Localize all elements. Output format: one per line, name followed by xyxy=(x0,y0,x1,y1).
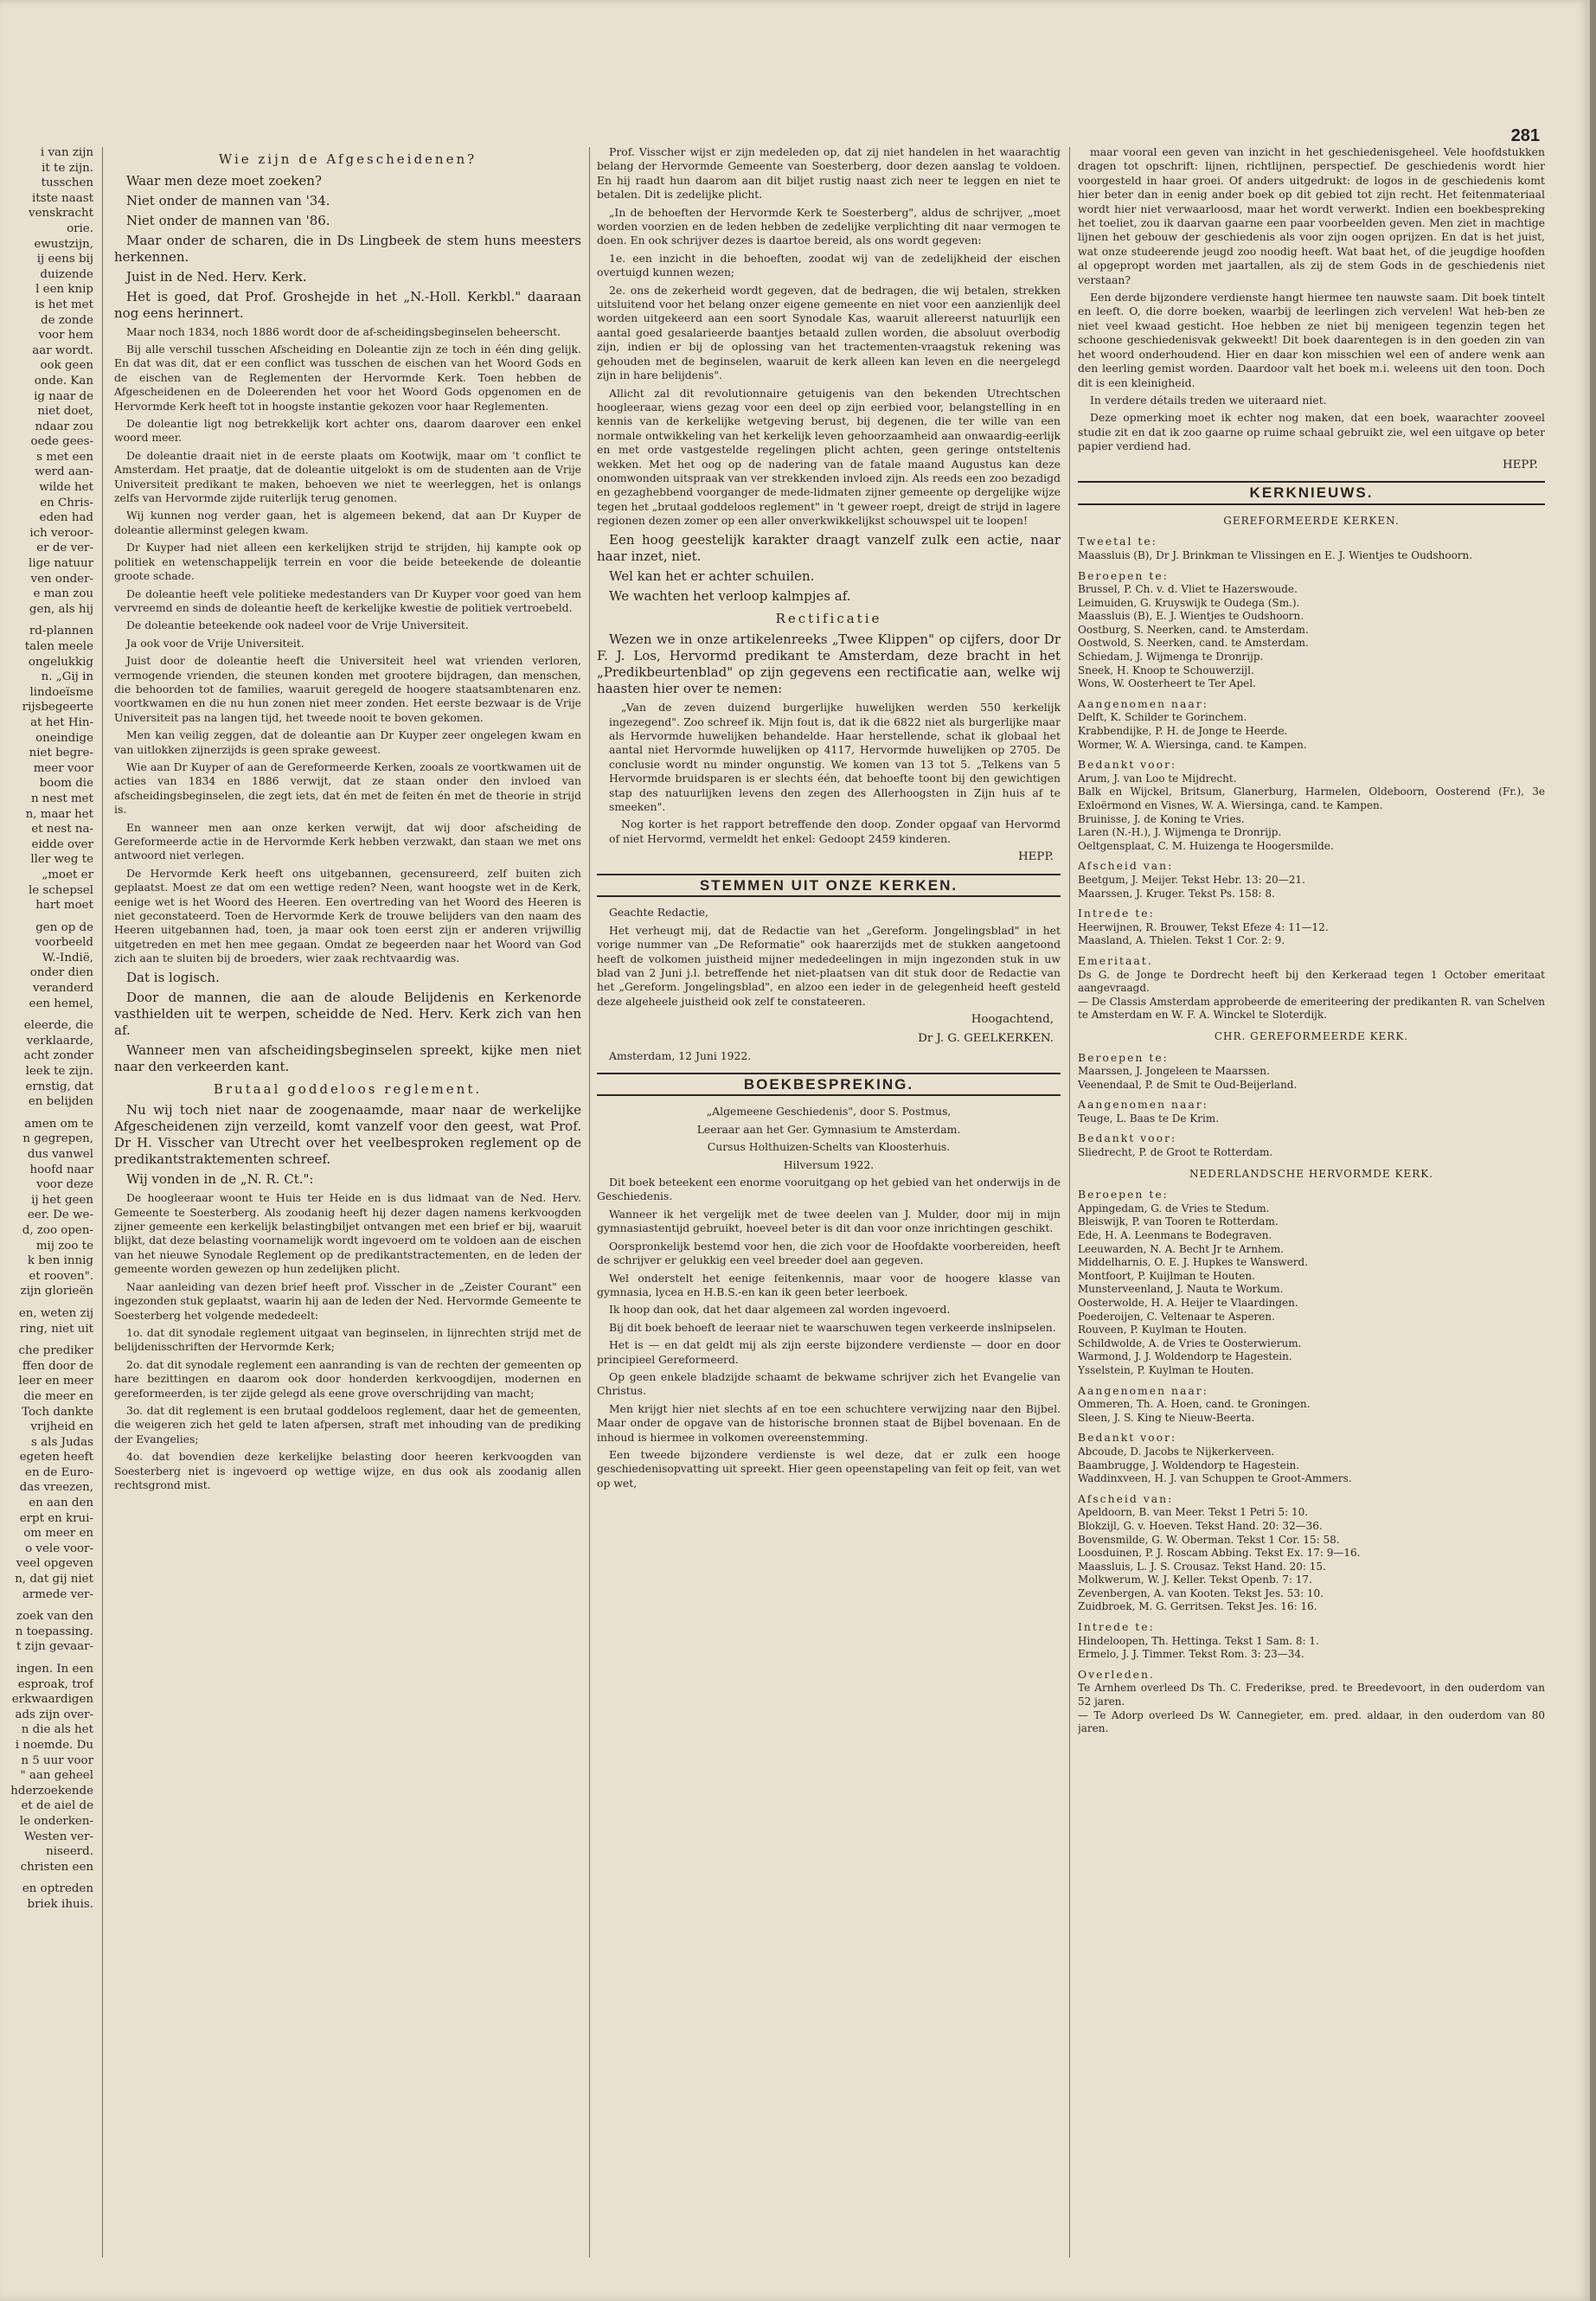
news-entry: Teuge, L. Baas te De Krim. xyxy=(1078,1112,1220,1125)
text-fragment: zijn glorieën xyxy=(20,1285,93,1298)
text-fragment: erkwaardigen xyxy=(11,1693,93,1707)
page-number: 281 xyxy=(1510,126,1540,145)
article-paragraph: Niet onder de mannen van '34. xyxy=(126,192,330,208)
article-paragraph: Wel kan het er achter schuilen. xyxy=(609,567,815,584)
article-paragraph: We wachten het verloop kalmpjes af. xyxy=(609,587,851,604)
column-afgescheidenen xyxy=(114,145,581,2265)
text-fragment: at het Hin- xyxy=(30,715,93,729)
text-fragment: en optreden xyxy=(22,1882,93,1896)
news-entry: Maasland, A. Thielen. Tekst 1 Cor. 2: 9. xyxy=(1078,934,1285,947)
article-paragraph: 3o. dat dit reglement is een brutaal goddeloos reglement, daar het de gemeenten, die weigeren zich het geld te laten afpersen, straft met inhouding van de prediking der Evangelies; xyxy=(114,1403,581,1445)
article-paragraph: Maar noch 1834, noch 1886 wordt door de af-scheidingsbeginselen beheerscht. xyxy=(126,324,561,338)
news-category-label: Bedankt voor: xyxy=(1078,1431,1177,1445)
text-fragment: o vele voor- xyxy=(25,1541,93,1555)
text-fragment: ook geen xyxy=(40,359,93,373)
text-fragment: n, dat gij niet xyxy=(15,1573,93,1586)
news-category-label: Beroepen te: xyxy=(1078,1050,1169,1064)
news-category-label: Afscheid van: xyxy=(1078,1491,1174,1505)
news-category-label: Aangenomen naar: xyxy=(1078,1383,1208,1397)
news-entry: — De Classis Amsterdam approbeerde de emeriteering der predikanten R. van Schelven te Amsterdam en W. F. A. Winckel te Sloterdijk. xyxy=(1078,995,1545,1022)
news-entry: Hindeloopen, Th. Hettinga. Tekst 1 Sam. 8: 1. xyxy=(1078,1634,1319,1647)
text-fragment: ven onder- xyxy=(30,572,93,586)
text-fragment: gen op de xyxy=(35,920,93,934)
text-fragment: eden had xyxy=(39,511,93,525)
text-fragment: voor hem xyxy=(38,329,93,343)
text-fragment: niseerd. xyxy=(46,1845,93,1859)
text-fragment: che prediker xyxy=(18,1344,93,1358)
author-signature: HEPP. xyxy=(1017,850,1054,864)
text-fragment: esproak, trof xyxy=(17,1677,93,1691)
text-fragment: ig naar de xyxy=(34,389,93,403)
text-fragment: veranderd xyxy=(33,982,93,996)
book-title-line: Hilversum 1922. xyxy=(783,1157,875,1171)
news-entry: Oostburg, S. Neerken, cand. te Amsterdam. xyxy=(1078,623,1309,636)
article-paragraph: 4o. dat bovendien deze kerkelijke belasting door heeren kerkvoogden van Soesterberg niet is ingevoerd op wettige wijze, en dus ook als zoodanig allen rechtsgrond mist. xyxy=(114,1450,581,1491)
section-heading: BOEKBESPREKING. xyxy=(597,1073,1061,1097)
text-fragment: niet doet, xyxy=(37,405,93,419)
letter-signature: Dr J. G. GEELKERKEN. xyxy=(918,1031,1054,1045)
text-fragment: ewustzijn, xyxy=(34,237,93,251)
news-entry: Bruinisse, J. de Koning te Vries. xyxy=(1078,812,1245,825)
text-fragment: n nest met xyxy=(31,792,93,805)
text-fragment: die meer en xyxy=(23,1389,93,1403)
article-paragraph: Juist door de doleantie heeft die Universiteit heel wat vrienden verloren, vermogende vrienden, die steunen konden met grootere bijdragen, dan menschen, die behoorden tot de families, waaruit geregeld de hoogere staatsambtenaren enz. voortkwamen en die nu hun zonen niet meer zonden. Het eerste bezwaar is de Vrije Universiteit pas na langen tijd, het tweede nooit te boven gekomen. xyxy=(114,654,581,724)
text-fragment: tusschen xyxy=(41,176,93,190)
news-entry: Ommeren, Th. A. Hoen, cand. te Groningen. xyxy=(1078,1398,1311,1411)
article-paragraph: Juist in de Ned. Herv. Kerk. xyxy=(126,268,307,285)
text-fragment: armede ver- xyxy=(22,1587,93,1601)
spacer xyxy=(0,1655,93,1662)
article-paragraph: De doleantie ligt nog betrekkelijk kort achter ons, daarom daarover een enkel woord meer. xyxy=(114,417,581,445)
news-entry: Ds G. de Jonge te Dordrecht heeft bij den Kerkeraad tegen 1 October emeritaat aangevraagd. xyxy=(1078,968,1545,995)
text-fragment: gen, als hij xyxy=(29,602,93,616)
news-entry: Maarssen, J. Jongeleen te Maarssen. xyxy=(1078,1065,1270,1078)
news-entry: Middelharnis, O. E. J. Hupkes te Wanswerd. xyxy=(1078,1256,1308,1269)
article-paragraph: Ja ook voor de Vrije Universiteit. xyxy=(126,636,304,650)
news-entry: Ede, H. A. Leenmans te Bodegraven. xyxy=(1078,1229,1272,1242)
spacer xyxy=(0,1602,93,1609)
news-entry: Poederoijen, C. Veltenaar te Asperen. xyxy=(1078,1310,1275,1323)
article-paragraph: De hoogleeraar woont te Huis ter Heide en is dus lidmaat van de Ned. Herv. Gemeente te Soesterberg. Als zoodanig heeft hij dezer dagen namens kerkvoogden zijner gemeente een kerkelijk belastingbiljet ontvangen met een brief er bij, waaruit blijkt, dat deze belasting voornamelijk wordt ingevoerd om te voldoen aan de eischen van het nieuwe Synodale Reglement op de predikantstractementen, en de leden der gemeente worden gewezen op hun zedelijken plicht. xyxy=(114,1191,581,1276)
text-fragment: en, weten zij xyxy=(18,1306,93,1320)
text-fragment: n die als het xyxy=(21,1723,93,1737)
article-heading: Rectificatie xyxy=(775,610,882,626)
news-entry: Zevenbergen, A. van Kooten. Tekst Jes. 53: 10. xyxy=(1078,1586,1324,1599)
news-entry: Ermelo, J. J. Timmer. Tekst Rom. 3: 23—34. xyxy=(1078,1648,1304,1661)
text-fragment: wilde het xyxy=(39,481,93,495)
church-group-heading: GEREFORMEERDE KERKEN. xyxy=(1223,514,1400,527)
review-paragraph: Dit boek beteekent een enorme vooruitgang op het gebied van het onderwijs in de Geschiedenis. xyxy=(597,1176,1061,1203)
news-entry: Appingedam, G. de Vries te Stedum. xyxy=(1078,1202,1270,1215)
text-fragment: onder dien xyxy=(29,966,93,980)
text-fragment: le onderken- xyxy=(19,1814,93,1828)
article-paragraph: Waar men deze moet zoeken? xyxy=(126,172,322,189)
article-paragraph: En wanneer men aan onze kerken verwijt, dat wij door afscheiding de Gereformeerde actie in de Hervormde Kerk hebben verzwakt, dan staan we met ons antwoord niet verlegen. xyxy=(114,820,581,862)
text-fragment: christen een xyxy=(20,1860,93,1874)
text-fragment: aar wordt. xyxy=(32,343,93,357)
text-fragment: Toch dankte xyxy=(22,1405,93,1419)
text-fragment: om meer en xyxy=(23,1527,93,1541)
article-paragraph: 2o. dat dit synodale reglement een aanranding is van de rechten der gemeenten op hare bezittingen en daarom ook door honderden kerkvoogdijen, modernen en gereformeerden, is ter zijde gelegd als eene grove overschrijding van macht; xyxy=(114,1357,581,1400)
text-fragment: er de ver- xyxy=(36,542,93,555)
text-fragment: n gegrepen, xyxy=(22,1132,93,1146)
text-fragment: e man zou xyxy=(33,587,93,601)
article-paragraph: De Hervormde Kerk heeft ons uitgebannen, gecensureerd, zelf buiten zich geplaatst. Moest ze dat om een wettige reden? Neen, want hoogste wet in de Kerk, eenige wet is het Woord des Heeren. Een overtreding van het Woord des Heeren is niet geconstateerd. Toen de Hervormde Kerk de trouwe belijders van den naam des Heeren uitgebannen had, toen, ja maar ook toen eerst zijn er anderen vrijwillig uitgetreden en met hen mee gegaan. Omdat ze begeerden naar het Woord van God zich aan te sluiten bij de broeders, wier zaak rechtvaardig was. xyxy=(114,866,581,965)
text-fragment: d, zoo open- xyxy=(22,1223,93,1237)
text-fragment: een hemel, xyxy=(29,997,93,1010)
news-entry: Wons, W. Oosterheert te Ter Apel. xyxy=(1078,677,1256,690)
news-category-label: Aangenomen naar: xyxy=(1078,696,1208,710)
text-fragment: zoek van den xyxy=(16,1610,93,1624)
text-fragment: W.-Indië, xyxy=(42,951,93,965)
article-paragraph: Nu wij toch niet naar de zoogenaamde, maar naar de werkelijke Afgescheidenen zijn verzeild, komt vanzelf voor den geest, wat Prof. Dr H. Visscher van Utrecht over het veelbesproken reglement op de predikantstraktementen schreef. xyxy=(114,1102,581,1168)
news-entry: Oeltgensplaat, C. M. Huizenga te Hoogersmilde. xyxy=(1078,839,1334,852)
spacer xyxy=(0,617,93,624)
text-fragment: vrijheid en xyxy=(30,1420,93,1434)
text-fragment: boom die xyxy=(39,777,93,791)
review-paragraph: Wanneer ik het vergelijk met de twee deelen van J. Mulder, door mij in mijn gymnasiastentijd gebruikt, hoeveel beter is dit dan voor onze inrichtingen geschikt. xyxy=(597,1207,1061,1235)
text-fragment: talen meele xyxy=(24,640,93,653)
news-entry: Apeldoorn, B. van Meer. Tekst 1 Petri 5: 10. xyxy=(1078,1506,1309,1519)
news-category-label: Overleden. xyxy=(1078,1667,1155,1681)
text-fragment: erpt en krui- xyxy=(19,1511,93,1525)
news-category-label: Intrede te: xyxy=(1078,907,1155,920)
left-partial-column xyxy=(0,145,93,2239)
review-paragraph: Ik hoop dan ook, dat het daar algemeen zal worden ingevoerd. xyxy=(609,1303,951,1317)
text-fragment: oede gees- xyxy=(30,435,93,449)
text-fragment: das vreezen, xyxy=(19,1481,93,1495)
text-fragment: leek te zijn. xyxy=(25,1065,93,1079)
text-fragment: onde. Kan xyxy=(34,374,93,388)
text-fragment: en aan den xyxy=(29,1497,93,1510)
text-fragment: hoofd naar xyxy=(29,1163,93,1176)
text-fragment: ring, niet uit xyxy=(19,1322,93,1336)
news-entry: Sliedrecht, P. de Groot te Rotterdam. xyxy=(1078,1146,1273,1159)
news-category-label: Bedankt voor: xyxy=(1078,1131,1177,1145)
article-paragraph: Wij kunnen nog verder gaan, het is algemeen bekend, dat aan Dr Kuyper de doleantie allerminst gelegen kwam. xyxy=(114,509,581,536)
news-entry: Rouveen, P. Kuylman te Houten. xyxy=(1078,1324,1247,1336)
news-entry: Maassluis, L. J. S. Crousaz. Tekst Hand. 20: 15. xyxy=(1078,1560,1326,1573)
letter-paragraph: Geachte Redactie, xyxy=(609,906,708,920)
article-paragraph: Wanneer men van afscheidingsbeginselen spreekt, kijke men niet naar den verkeerden kant. xyxy=(114,1042,581,1074)
news-category-label: Beroepen te: xyxy=(1078,1188,1169,1202)
article-paragraph: Door de mannen, die aan de aloude Belijdenis en Kerkenorde vasthielden uit te werpen, scheidde de Ned. Herv. Kerk zich van hen af. xyxy=(114,989,581,1038)
text-fragment: en Chris- xyxy=(40,496,93,510)
text-fragment: n toepassing. xyxy=(15,1625,93,1638)
news-category-label: Aangenomen naar: xyxy=(1078,1098,1208,1112)
news-entry: Laren (N.-H.), J. Wijmenga te Dronrijp. xyxy=(1078,826,1282,839)
review-paragraph: Deze opmerking moet ik echter nog maken, dat een boek, waarachter zooveel studie zit en dat ik zoo gaarne op ruime schaal gebruikt zie, wel een uitgave op beter papier verdiend had. xyxy=(1078,411,1545,453)
text-fragment: itste naast xyxy=(32,191,93,205)
news-entry: Zuidbroek, M. G. Gerritsen. Tekst Jes. 16: 16. xyxy=(1078,1600,1317,1613)
text-fragment: dus vanwel xyxy=(27,1148,93,1161)
quoted-paragraph: „Van de zeven duizend burgerlijke huwelijken werden 550 kerkelijk ingezegend". Zoo schreef ik. Mijn fout is, dat ik die 6822 niet als burgerlijke maar als Hervormde huwelijken behandelde. Haar herstellende, schat ik globaal het aantal niet Hervormde huwelijken op 4117, Hervormde huwelijken op 2705. De conclusie wordt nu minder ongunstig. We komen van 13 tot 5. „Telkens van 5 Hervormde bruidsparen is er slechts één, dat behoefte toont bij den gewichtigen stap des natuurlijken levens den zegen des Allerhoogsten in Zijn huis af te smeeken". xyxy=(609,701,1061,813)
letter-closing: Hoogachtend, xyxy=(971,1013,1054,1027)
section-heading: KERKNIEUWS. xyxy=(1078,481,1545,505)
article-paragraph: Wezen we in onze artikelenreeks „Twee Klippen" op cijfers, door Dr F. J. Los, Hervormd predikant te Amsterdam, deze bracht in het „Predikbeurtenblad" op zijn gegevens een rectificatie aan, welke wij haasten hier over te nemen: xyxy=(597,631,1061,697)
news-entry: Te Arnhem overleed Ds Th. C. Frederikse, pred. te Breedevoort, in den ouderdom van 52 jaren. xyxy=(1078,1682,1545,1708)
news-entry: Balk en Wijckel, Britsum, Glanerburg, Harmelen, Oldeboorn, Oosterend (Fr.), 3e Exloërmond en Visnes, W. A. Wiersinga, cand. te Kampen. xyxy=(1078,785,1545,811)
news-entry: Maassluis (B), Dr J. Brinkman te Vlissingen en E. J. Wientjes te Oudshoorn. xyxy=(1078,548,1473,561)
author-signature: HEPP. xyxy=(1502,458,1538,471)
text-fragment: n. „Gij in xyxy=(41,670,93,684)
text-fragment: k ben innig xyxy=(27,1254,93,1268)
article-paragraph: 1e. een inzicht in die behoeften, zoodat wij van de zedelijkheid der eischen overtuigd kunnen wezen; xyxy=(597,251,1061,279)
news-entry: Maarssen, J. Kruger. Tekst Ps. 158: 8. xyxy=(1078,887,1275,900)
article-paragraph: Dr Kuyper had niet alleen een kerkelijken strijd te strijden, hij kampte ook op politiek en wetenschappelijk terrein en voor die beide beteekende de doleantie groote schade. xyxy=(114,541,581,583)
text-fragment: en belijden xyxy=(28,1095,93,1109)
article-paragraph: Niet onder de mannen van '86. xyxy=(126,212,330,228)
news-entry: Bovensmilde, G. W. Oberman. Tekst 1 Cor. 15: 58. xyxy=(1078,1533,1340,1546)
text-fragment: acht zonder xyxy=(23,1049,93,1063)
column-rule xyxy=(102,147,103,2258)
letter-date: Amsterdam, 12 Juni 1922. xyxy=(609,1049,752,1063)
article-paragraph: Naar aanleiding van dezen brief heeft prof. Visscher in de „Zeister Courant" een ingezonden stuk geplaatst, waarin hij aan de leden der Ned. Hervormde Gemeente te Soesterberg het volgende mededeelt: xyxy=(114,1279,581,1322)
book-title-line: „Algemeene Geschiedenis", door S. Postmus, xyxy=(706,1105,952,1118)
news-entry: Montfoort, P. Kuijlman te Houten. xyxy=(1078,1269,1255,1282)
column-rule xyxy=(1069,147,1070,2258)
news-entry: Leimuiden, G. Kruyswijk te Oudega (Sm.). xyxy=(1078,596,1300,609)
letter-paragraph: Het verheugt mij, dat de Redactie van het „Gereform. Jongelingsblad" in het vorige nummer van „De Reformatie" ook haarerzijds met de stukken aangetoond heeft de volkomen juistheid mijner mededeelingen in mijn ingezonden stuk in uw blad van 2 Juni j.l. betreffende het niet-plaatsen van dit stuk door de Redactie van het „Gereform. Jongelingsblad", en alzoo een ieder in de gelegenheid heeft gesteld deze algeheele juistheid ook zelf te constateeren. xyxy=(597,923,1061,1008)
news-entry: Bleiswijk, P. van Tooren te Rotterdam. xyxy=(1078,1215,1279,1228)
column-rectificatie-stemmen xyxy=(597,145,1061,2265)
text-fragment: de zonde xyxy=(41,313,93,327)
news-entry: Wormer, W. A. Wiersinga, cand. te Kampen. xyxy=(1078,738,1307,751)
news-entry: Beetgum, J. Meijer. Tekst Hebr. 13: 20—21. xyxy=(1078,873,1305,886)
article-paragraph: 2e. ons de zekerheid wordt gegeven, dat de bedragen, die wij betalen, strekken uitsluitend voor het belang onzer eigene gemeente en niet voor een aanzienlijk deel worden uitgekeerd aan een soort Synodale Kas, waaruit allereerst natuurlijk een aantal goed gesalarieerde baantjes betaald zullen worden, die absoluut overbodig zijn, indien er bij de oplossing van het tractementen-vraagstuk rekening was gehouden met de beginselen, waaruit de kerk alleen kan leven en die neergelegd zijn in hare belijdenis". xyxy=(597,283,1061,382)
text-fragment: ingen. In een xyxy=(16,1663,93,1676)
news-entry: Oostwold, S. Neerken, cand. te Amsterdam. xyxy=(1078,637,1309,650)
article-paragraph: Bij alle verschil tusschen Afscheiding en Doleantie zijn ze toch in één ding gelijk. En dat was dit, dat er een conflict was tusschen de eischen van het Woord Gods en de eischen van de Reglementen der Hervormde Kerk. Toen hebben de Afgescheidenen en de Doleerenden het voor het Woord Gods opgenomen en de Hervormde Kerk heeft tot in hoogste instantie gekozen voor haar Reglementen. xyxy=(114,343,581,413)
quoted-paragraph: Nog korter is het rapport betreffende den doop. Zonder opgaaf van Hervormd of niet Hervormd, vermeldt het enkel: Gedoopt 2459 kinderen. xyxy=(609,817,1061,845)
news-entry: Waddinxveen, H. J. van Schuppen te Groot-Ammers. xyxy=(1078,1472,1352,1485)
text-fragment: orie. xyxy=(67,221,93,235)
news-entry: Oosterwolde, H. A. Heijer te Vlaardingen. xyxy=(1078,1297,1298,1309)
review-paragraph: Het is — en dat geldt mij als zijn eerste bijzondere verdienste — door en door principieel Gereformeerd. xyxy=(597,1338,1061,1366)
text-fragment: i noemde. Du xyxy=(15,1738,93,1752)
review-paragraph: Oorspronkelijk bestemd voor hen, die zich voor de Hoofdakte voorbereiden, heeft de schrijver er gelukkig een veel breeder doel aan gegeven. xyxy=(597,1239,1061,1267)
text-fragment: " aan geheel xyxy=(20,1769,93,1783)
text-fragment: l een knip xyxy=(35,283,93,297)
text-fragment: ernstig, dat xyxy=(25,1080,93,1093)
news-category-label: Bedankt voor: xyxy=(1078,758,1177,772)
news-entry: Ysselstein, P. Kuylman te Houten. xyxy=(1078,1363,1254,1376)
news-entry: Baambrugge, J. Woldendorp te Hagestein. xyxy=(1078,1458,1300,1471)
text-fragment: n 5 uur voor xyxy=(21,1753,93,1767)
article-paragraph: Maar onder de scharen, die in Ds Lingbeek de stem huns meesters herkennen. xyxy=(114,232,581,265)
news-entry: Molkwerum, W. J. Keller. Tekst Openb. 7: 17. xyxy=(1078,1574,1312,1586)
text-fragment: egeten heeft xyxy=(19,1451,93,1465)
text-fragment: niet begre- xyxy=(29,747,93,760)
review-paragraph: In verdere détails treden we uiteraard niet. xyxy=(1090,393,1327,407)
church-group-heading: NEDERLANDSCHE HERVORMDE KERK. xyxy=(1189,1167,1434,1180)
news-category-label: Tweetal te: xyxy=(1078,535,1157,548)
column-kerknieuws xyxy=(1078,145,1545,2265)
article-paragraph: Men kan veilig zeggen, dat de doleantie aan Dr Kuyper zeer ongelegen kwam en van uitlokken zijnerzijds is geen sprake geweest. xyxy=(114,728,581,756)
news-entry: Brussel, P. Ch. v. d. Vliet te Hazerswoude. xyxy=(1078,583,1298,596)
text-fragment: et nest na- xyxy=(31,823,93,836)
news-entry: Maassluis (B), E. J. Wientjes te Oudshoorn. xyxy=(1078,610,1304,623)
church-group-heading: CHR. GEREFORMEERDE KERK. xyxy=(1214,1029,1409,1042)
text-fragment: t zijn gevaar- xyxy=(16,1640,93,1654)
news-entry: Delft, K. Schilder te Gorinchem. xyxy=(1078,711,1247,724)
spacer xyxy=(0,1336,93,1343)
news-entry: Leeuwarden, N. A. Becht Jr te Arnhem. xyxy=(1078,1242,1285,1255)
spacer xyxy=(0,1110,93,1117)
article-paragraph: Dat is logisch. xyxy=(126,969,220,985)
text-fragment: ads zijn over- xyxy=(15,1708,93,1721)
news-entry: Abcoude, D. Jacobs te Nijkerkerveen. xyxy=(1078,1445,1275,1458)
text-fragment: ij het geen xyxy=(31,1193,93,1207)
book-title-line: Leeraar aan het Ger. Gymnasium te Amsterdam. xyxy=(696,1122,961,1136)
text-fragment: ller weg te xyxy=(30,853,93,867)
news-entry: Loosduinen, P. J. Roscam Abbing. Tekst Ex. 17: 9—16. xyxy=(1078,1547,1361,1560)
text-fragment: n, maar het xyxy=(25,807,93,821)
text-fragment: ffen door de xyxy=(22,1359,93,1373)
review-paragraph: Bij dit boek behoeft de leeraar niet te waarschuwen tegen verkeerde inslnipselen. xyxy=(609,1320,1056,1334)
text-fragment: amen om te xyxy=(24,1117,93,1131)
text-fragment: oneindige xyxy=(35,731,93,745)
article-paragraph: Een hoog geestelijk karakter draagt vanzelf zulk een actie, naar haar inzet, niet. xyxy=(597,531,1061,564)
text-fragment: meer voor xyxy=(33,761,93,775)
news-entry: Schiedam, J. Wijmenga te Dronrijp. xyxy=(1078,651,1264,663)
article-paragraph: Prof. Visscher wijst er zijn medeleden op, dat zij niet handelen in het waarachtig belang der Hervormde Gemeente van Soesterberg, door dezen aanslag te voldoen. En hij raadt hun daarom aan dit biljet rustig naast zich neer te leggen en niet te betalen. Dit is zedelijke plicht. xyxy=(597,145,1061,202)
text-fragment: rd-plannen xyxy=(29,625,93,638)
news-category-label: Emeritaat. xyxy=(1078,953,1153,967)
review-paragraph: Een tweede bijzondere verdienste is wel deze, dat er zulk een hooge geschiedenisopvatting uit spreekt. Hier geen opeenstapeling van feit op feit, van wet op wet, xyxy=(597,1447,1061,1490)
article-heading: Wie zijn de Afgescheidenen? xyxy=(218,151,478,167)
text-fragment: mij zoo te xyxy=(35,1239,93,1253)
book-title-line: Cursus Holthuizen-Schelts van Kloosterhuis. xyxy=(707,1140,951,1154)
news-entry: Heerwijnen, R. Brouwer, Tekst Efeze 4: 11—12. xyxy=(1078,920,1329,933)
article-paragraph: De doleantie heeft vele politieke medestanders van Dr Kuyper voor goed van hem vervreemd en sinds de doleantie heeft de kerkelijke kwestie de politiek vertroebeld. xyxy=(114,586,581,614)
text-fragment: et de aiel de xyxy=(21,1799,93,1813)
text-fragment: „moet er xyxy=(42,868,93,881)
text-fragment: ongelukkig xyxy=(28,655,93,669)
text-fragment: Westen ver- xyxy=(23,1830,93,1843)
article-paragraph: Wie aan Dr Kuyper of aan de Gereformeerde Kerken, zooals ze voortkwamen uit de acties van 1834 en 1886 verwijt, dat ze staan onder den invloed van afscheidingsbeginselen, die zegt iets, dat én met de feiten én met de theorie in strijd is. xyxy=(114,760,581,817)
review-paragraph: Men krijgt hier niet slechts af en toe een schuchtere verwijzing naar den Bijbel. Maar onder de opgave van de historische bronnen staat de Bijbel bovenaan. En de inhoud is hiermee in volkomen overeenstemming. xyxy=(597,1401,1061,1444)
text-fragment: verklaarde, xyxy=(26,1034,93,1048)
spacer xyxy=(0,913,93,920)
text-fragment: eidde over xyxy=(31,837,93,851)
news-category-label: Beroepen te: xyxy=(1078,568,1169,582)
news-category-label: Afscheid van: xyxy=(1078,859,1174,873)
news-entry: Krabbendijke, P. H. de Jonge te Heerde. xyxy=(1078,725,1288,738)
article-heading: Brutaal goddeloos reglement. xyxy=(213,1080,483,1097)
text-fragment: s als Judas xyxy=(31,1435,93,1449)
review-paragraph: Op geen enkele bladzijde schaamt de bekwame schrijver zich het Evangelie van Christus. xyxy=(597,1369,1061,1398)
article-paragraph: De doleantie beteekende ook nadeel voor de Vrije Universiteit. xyxy=(126,619,469,632)
article-paragraph: Allicht zal dit revolutionnaire getuigenis van den bekenden Utrechtschen hoogleeraar, wiens gezag voor een deel op zijn eerbied voor, belangstelling in en kennis van de kerkelijke wetgeving berust, bij degenen, die ter wille van een normale ontwikkeling van het kerkelijk leven gehoorzaamheid aan onwaardig-eerlijk en met orde vastgestelde regelingen plicht achten, geen geringe ontsteltenis wekken. Met het oog op de nadering van de fatale maand Augustus kan deze onomwonden uitspraak van ver strekkenden invloed zijn. Als reeds een zoo bezadigd en gezaghebbend voorganger de mede-lidmaten zijner gemeente op dergelijke wijze tegen het „brutaal goddeloos reglement" in 't geweer roept, dreigt de strijd in lagere regionen dezen zomer op een aller onverkwikkelijkst schouwspel uit te loopen! xyxy=(597,386,1061,528)
text-fragment: duizende xyxy=(40,267,93,281)
spacer xyxy=(0,1875,93,1881)
review-paragraph: Een derde bijzondere verdienste hangt hiermee ten nauwste saam. Dit boek tintelt en leeft. O, die dorre boeken, waarbij de leerlingen zich vervelen! Wat heb-ben ze niet veel kwaad gesticht. Hoe hebben ze niet bij menigeen tegenzin tegen het schoone geschiedenisvak gekweekt! Dit boek daarentegen is in den goeden zin van het woord onderhoudend. Hier en daar kon misschien wel een of andere wenk aan den leerling gemist worden. Daardoor valt het boek m.i. weleens uit den toon. Doch dit is een kleinigheid. xyxy=(1078,291,1545,389)
text-fragment: voor deze xyxy=(36,1178,93,1192)
text-fragment: leer en meer xyxy=(18,1375,93,1388)
text-fragment: et rooven". xyxy=(29,1269,93,1283)
news-entry: Warmond, J. J. Woldendorp te Hagestein. xyxy=(1078,1350,1292,1363)
spacer xyxy=(0,1011,93,1018)
text-fragment: en de Euro- xyxy=(25,1465,93,1479)
text-fragment: i van zijn xyxy=(40,146,93,159)
article-paragraph: Wij vonden in de „N. R. Ct.": xyxy=(126,1171,314,1188)
text-fragment: rijsbegeerte xyxy=(22,701,93,715)
text-fragment: ij eens bij xyxy=(36,253,93,266)
text-fragment: is het met xyxy=(35,298,93,311)
text-fragment: ich veroor- xyxy=(29,526,93,540)
section-heading: STEMMEN UIT ONZE KERKEN. xyxy=(597,874,1061,898)
text-fragment: voorbeeld xyxy=(35,936,93,950)
news-entry: Schildwolde, A. de Vries te Oosterwierum. xyxy=(1078,1336,1302,1349)
text-fragment: werd aan- xyxy=(35,465,93,479)
review-paragraph: Wel onderstelt het eenige feitenkennis, maar voor de hoogere klasse van gymnasia, lycea en H.B.S.-en kan ik geen beter leerboek. xyxy=(597,1271,1061,1298)
text-fragment: veel opgeven xyxy=(16,1557,93,1571)
news-entry: Sneek, H. Knoop te Schouwerzijl. xyxy=(1078,663,1254,676)
text-fragment: venskracht xyxy=(29,207,93,221)
text-fragment: hderzoekende xyxy=(10,1784,93,1798)
article-paragraph: Het is goed, dat Prof. Groshejde in het „N.-Holl. Kerkbl." daaraan nog eens herinnert. xyxy=(114,288,581,321)
review-paragraph: maar vooral een geven van inzicht in het geschiedenisgeheel. Vele hoofdstukken dragen tot opschrift: lijnen, richtlijnen, perspectief. De geschiedenis wordt hier voorgesteld in haar groei. Of anders uitgedrukt: de logos in de geschiedenis komt hier beter dan in eenig ander boek op dit gebied tot zijn recht. Het feitenmateriaal wordt hier niet verwaarloosd, maar het wordt verwerkt. Indien een boekbespreking het toeliet, zou ik daarvan gaarne een paar voorbeelden geven. Men ziet in machtige lijnen het gebouw der geschiedenis als voor zijn oogen oprijzen. En dat is het juist, wat onze studeerende jeugd zoo noodig heeft. Wat baat het, of die jeugdige hoofden al opgepropt worden met jaartallen, als zij de stem Gods in de geschiedenis niet verstaan? xyxy=(1078,145,1545,286)
text-fragment: s met een xyxy=(36,450,93,464)
text-fragment: hart moet xyxy=(35,899,93,913)
text-fragment: lindoeïsme xyxy=(29,685,93,699)
news-entry: Sleen, J. S. King te Nieuw-Beerta. xyxy=(1078,1411,1255,1424)
text-fragment: ndaar zou xyxy=(35,420,93,433)
text-fragment: it te zijn. xyxy=(42,161,93,175)
news-entry: Munsterveenland, J. Nauta te Workum. xyxy=(1078,1283,1284,1296)
text-fragment: eer. De we- xyxy=(27,1208,93,1222)
column-rule xyxy=(589,147,590,2258)
text-fragment: briek ihuis. xyxy=(27,1897,93,1911)
news-entry: — Te Adorp overleed Ds W. Cannegieter, em. pred. aldaar, in den ouderdom van 80 jaren. xyxy=(1078,1708,1545,1735)
news-category-label: Intrede te: xyxy=(1078,1620,1155,1634)
text-fragment: lige natuur xyxy=(29,557,93,571)
spacer xyxy=(0,1299,93,1306)
news-entry: Veenendaal, P. de Smit te Oud-Beijerland. xyxy=(1078,1078,1298,1091)
news-entry: Blokzijl, G. v. Hoeven. Tekst Hand. 20: 32—36. xyxy=(1078,1519,1323,1532)
text-fragment: le schepsel xyxy=(28,883,93,897)
news-entry: Arum, J. van Loo te Mijdrecht. xyxy=(1078,772,1237,785)
article-paragraph: 1o. dat dit synodale reglement uitgaat van beginselen, in lijnrechten strijd met de belijdenisschriften der Hervormde Kerk; xyxy=(114,1325,581,1354)
article-paragraph: De doleantie draait niet in de eerste plaats om Kootwijk, maar om 't conflict te Amsterdam. Het praatje, dat de doleantie uitgelokt is om de studenten aan de Vrije Universiteit predikant te maken, behoeven we niet te weerleggen, het is onlangs zelfs van Hervormde zijde ruiterlijk terug genomen. xyxy=(114,448,581,505)
article-paragraph: „In de behoeften der Hervormde Kerk te Soesterberg", aldus de schrijver, „moet worden voorzien en de leden hebben de zedelijke verplichting dit naar vermogen te doen. En ook schrijver dezes is daartoe bereid, als ons wordt gegeven: xyxy=(597,205,1061,247)
text-fragment: eleerde, die xyxy=(23,1019,93,1033)
